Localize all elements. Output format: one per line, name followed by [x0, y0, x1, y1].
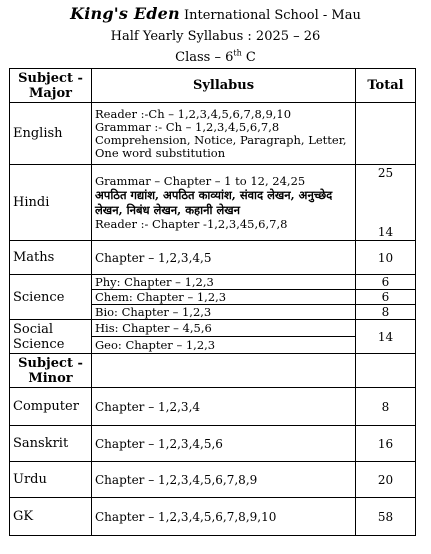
english-syllabus	[92, 103, 356, 165]
english-line-4: One word substitution	[95, 145, 226, 160]
minor-heading-row	[10, 354, 416, 388]
table-row	[10, 388, 416, 426]
header-total: Total	[356, 69, 416, 103]
gk-total: 58	[356, 498, 416, 536]
subject-gk: GK	[10, 498, 92, 536]
hindi-reader: Reader :- Chapter -1,2,3,45,6,7,8	[95, 216, 288, 231]
computer-total: 8	[356, 388, 416, 426]
urdu-total: 20	[356, 462, 416, 498]
science-bio: Bio: Chapter – 1,2,3	[92, 305, 356, 320]
maths-total: 10	[356, 241, 416, 275]
subject-hindi: Hindi	[10, 165, 92, 241]
social-his: His: Chapter – 4,5,6	[92, 320, 356, 337]
header-syllabus: Syllabus	[92, 69, 356, 103]
hindi-syllabus	[92, 165, 356, 241]
science-phy-total: 6	[356, 275, 416, 290]
subject-science: Science	[10, 275, 92, 320]
subject-social-science: Social Science	[10, 320, 92, 354]
table-row	[10, 165, 416, 241]
subject-urdu: Urdu	[10, 462, 92, 498]
hindi-grammar: Grammar – Chapter – 1 to 12, 24,25	[95, 173, 306, 188]
school-suffix: International School - Mau	[183, 8, 361, 23]
table-row	[10, 462, 416, 498]
subject-computer: Computer	[10, 388, 92, 426]
minor-heading-blank	[92, 354, 356, 388]
table-row	[10, 498, 416, 536]
hindi-devanagari-line-2: लेखन, निबंध लेखन, कहानी लेखन	[95, 202, 241, 217]
english-line-2: Grammar :- Ch – 1,2,3,4,5,6,7,8	[95, 119, 280, 134]
hindi-devanagari-line-1: अपठित गद्यांश, अपठित काव्यांश, संवाद लेखन, अनुच्छेद	[95, 187, 333, 202]
school-name: King's Eden	[70, 4, 180, 23]
science-phy: Phy: Chapter – 1,2,3	[92, 275, 356, 290]
subject-sanskrit: Sanskrit	[10, 426, 92, 462]
english-line-1: Reader :-Ch – 1,2,3,4,5,6,7,8,9,10	[95, 106, 292, 121]
urdu-syllabus: Chapter – 1,2,3,4,5,6,7,8,9	[92, 462, 356, 498]
class-suffix: C	[241, 50, 256, 65]
science-chem-total: 6	[356, 290, 416, 305]
sanskrit-syllabus: Chapter – 1,2,3,4,5,6	[92, 426, 356, 462]
english-total	[356, 103, 416, 165]
science-chem: Chem: Chapter – 1,2,3	[92, 290, 356, 305]
sanskrit-total: 16	[356, 426, 416, 462]
hindi-reader-total: 14	[377, 225, 394, 239]
gk-syllabus: Chapter – 1,2,3,4,5,6,7,8,9,10	[92, 498, 356, 536]
syllabus-table	[9, 68, 416, 536]
subject-english: English	[10, 103, 92, 165]
table-row	[10, 426, 416, 462]
maths-syllabus: Chapter – 1,2,3,4,5	[92, 241, 356, 275]
minor-heading-blank-total	[356, 354, 416, 388]
table-row	[10, 103, 416, 165]
class-prefix: Class – 6	[175, 50, 234, 65]
hindi-grammar-total: 25	[377, 166, 394, 180]
syllabus-subtitle: Half Yearly Syllabus : 2025 – 26	[110, 29, 321, 44]
header-subject-minor: Subject - Minor	[10, 354, 92, 388]
table-header-row	[10, 69, 416, 103]
table-row	[10, 275, 416, 290]
hindi-total-cell	[356, 165, 416, 241]
table-row	[10, 320, 416, 337]
school-title	[0, 6, 431, 24]
english-line-3: Comprehension, Notice, Paragraph, Letter,	[95, 132, 347, 147]
header-subject-major: Subject - Major	[10, 69, 92, 103]
class-line	[0, 50, 431, 66]
class-sup: th	[233, 48, 242, 58]
science-bio-total: 8	[356, 305, 416, 320]
table-row	[10, 241, 416, 275]
computer-syllabus: Chapter – 1,2,3,4	[92, 388, 356, 426]
social-geo: Geo: Chapter – 1,2,3	[92, 337, 356, 354]
social-total: 14	[356, 320, 416, 354]
subject-maths: Maths	[10, 241, 92, 275]
